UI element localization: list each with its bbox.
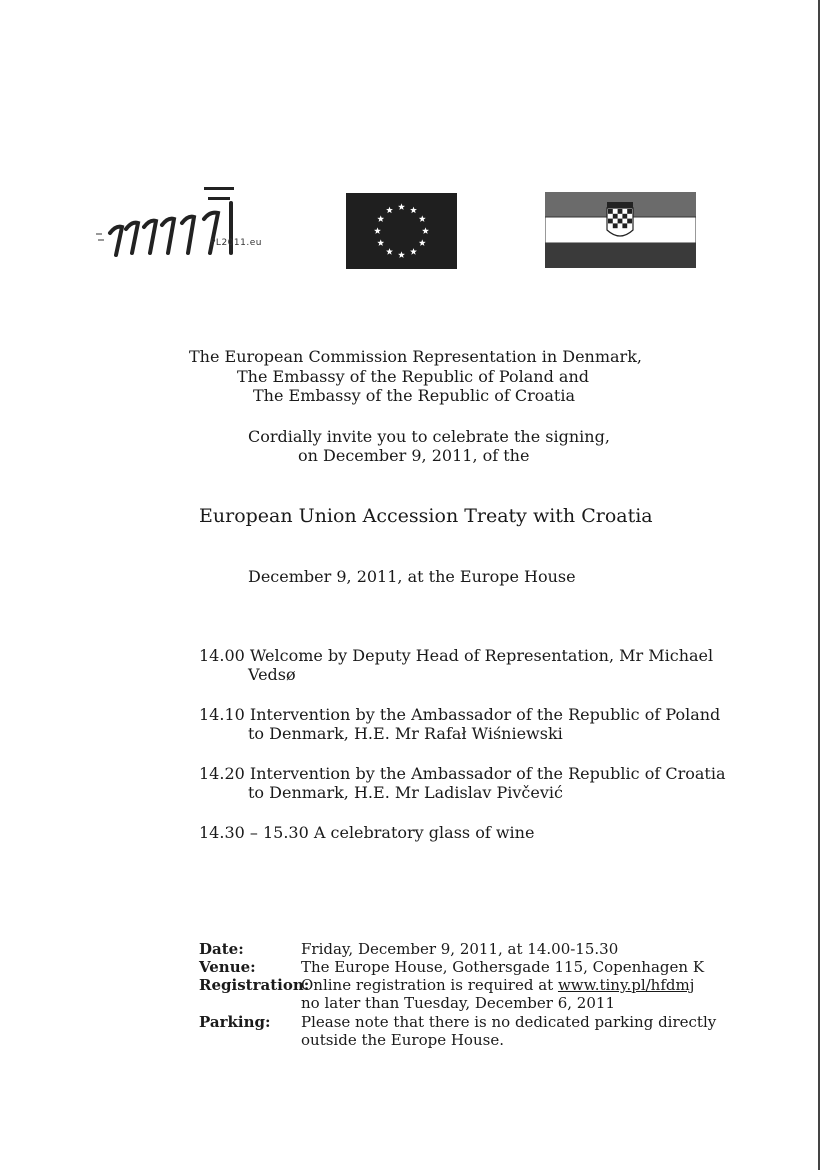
registration-label: Registration: xyxy=(199,976,310,994)
programme-item-4-line-1: 14.30 – 15.30 A celebratory glass of wine xyxy=(199,823,535,842)
date-value: Friday, December 9, 2011, at 14.00-15.30 xyxy=(301,940,619,958)
date-label: Date: xyxy=(199,940,244,958)
presidency-logo-text: PL2011.eu xyxy=(210,238,262,248)
coat-of-arms-square xyxy=(627,209,632,214)
programme-item-3-line-2: to Denmark, H.E. Mr Ladislav Pivčević xyxy=(248,783,563,802)
coat-of-arms-square xyxy=(608,219,613,224)
programme-item-1-line-2: Vedsø xyxy=(248,665,296,684)
venue-value: The Europe House, Gothersgade 115, Copenhagen K xyxy=(301,958,705,976)
programme-item-2-line-2: to Denmark, H.E. Mr Rafał Wiśniewski xyxy=(248,724,563,743)
coat-of-arms-square xyxy=(627,219,632,224)
registration-deadline: no later than Tuesday, December 6, 2011 xyxy=(301,994,615,1012)
coat-of-arms-square xyxy=(608,209,613,214)
coat-of-arms-square xyxy=(613,223,618,228)
parking-line-1: Please note that there is no dedicated parking directly xyxy=(301,1013,717,1031)
registration-value xyxy=(301,976,694,994)
eu-flag-icon xyxy=(346,193,457,269)
event-date-line: December 9, 2011, at the Europe House xyxy=(248,567,576,586)
parking-label: Parking: xyxy=(199,1013,271,1031)
host-line-3: The Embassy of the Republic of Croatia xyxy=(253,386,576,405)
programme-item-1-line-1: 14.00 Welcome by Deputy Head of Representation, Mr Michael xyxy=(199,646,714,665)
host-line-2: The Embassy of the Republic of Poland and xyxy=(237,367,589,386)
registration-link[interactable]: www.tiny.pl/hfdmj xyxy=(557,976,695,994)
registration-prefix: Online registration is required at xyxy=(301,976,558,994)
polish-presidency-logo xyxy=(96,185,296,265)
programme-item-3-line-1: 14.20 Intervention by the Ambassador of the Republic of Croatia xyxy=(199,764,726,783)
invitation-line-2: on December 9, 2011, of the xyxy=(298,446,530,465)
event-title: European Union Accession Treaty with Croatia xyxy=(199,505,653,527)
programme-item-2-line-1: 14.10 Intervention by the Ambassador of the Republic of Poland xyxy=(199,705,721,724)
coat-of-arms-square xyxy=(613,214,618,219)
invitation-line-1: Cordially invite you to celebrate the signing, xyxy=(248,427,610,446)
coat-of-arms-square xyxy=(622,223,627,228)
coat-of-arms-icon xyxy=(607,202,633,236)
host-line-1: The European Commission Representation in Denmark, xyxy=(189,347,642,366)
coat-of-arms-square xyxy=(622,214,627,219)
venue-label: Venue: xyxy=(199,958,256,976)
croatian-flag-icon xyxy=(545,192,696,268)
logo-row xyxy=(0,0,827,300)
coat-of-arms-square xyxy=(618,219,623,224)
coat-of-arms-square xyxy=(618,209,623,214)
parking-line-2: outside the Europe House. xyxy=(301,1031,504,1049)
